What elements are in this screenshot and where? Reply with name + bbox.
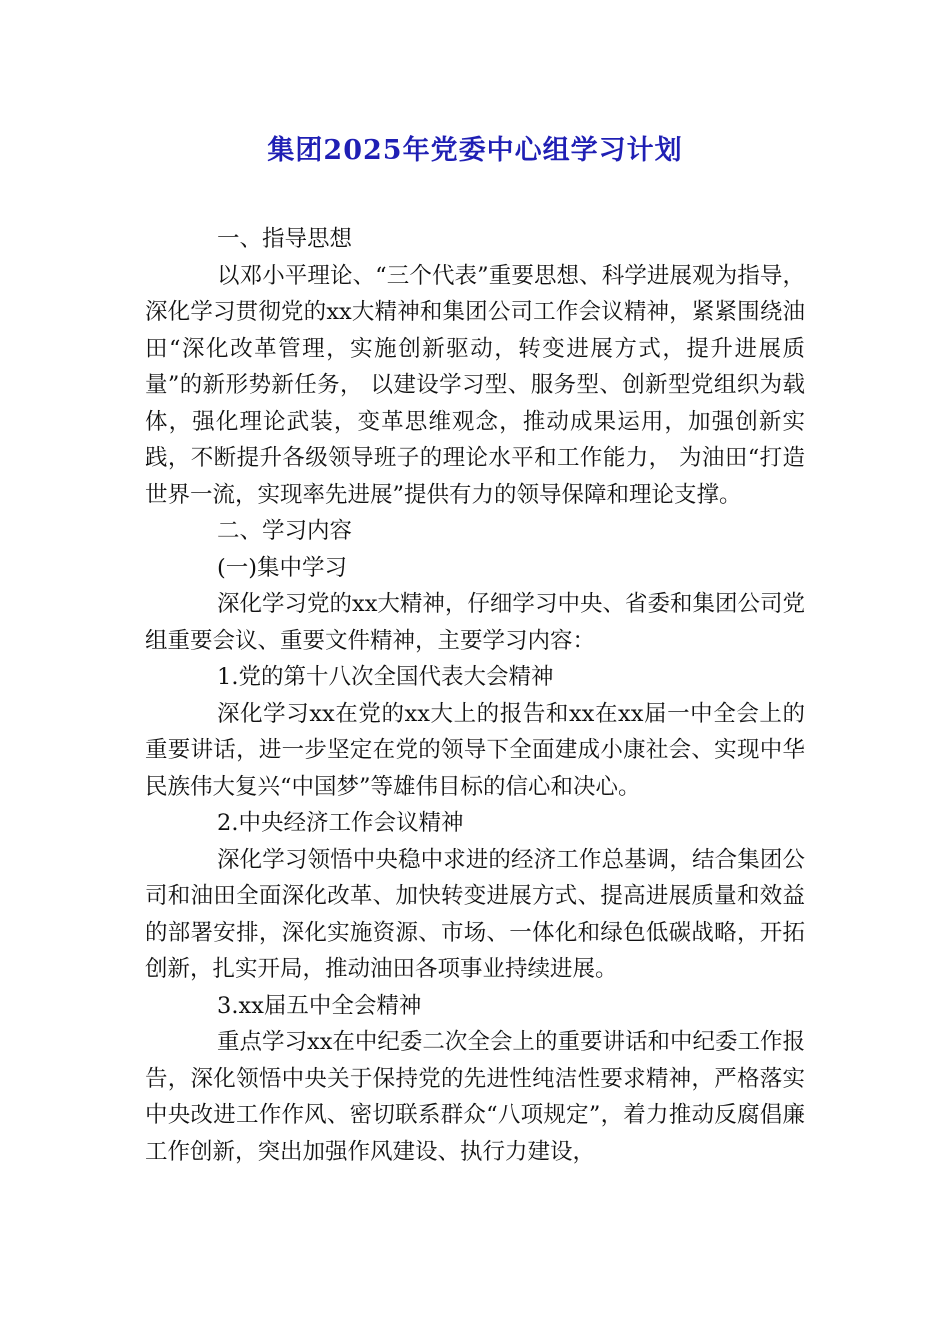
- item-paragraph-1: 深化学习xx在党的xx大上的报告和xx在xx届一中全会上的重要讲话，进一步坚定在党的领导下全面建成小康社会、实现中华民族伟大复兴“中国梦”等雄伟目标的信心和决心。: [145, 700, 805, 800]
- document-title: 集团2025年党委中心组学习计划: [267, 135, 683, 166]
- item-paragraph-2: 深化学习领悟中央稳中求进的经济工作总基调，结合集团公司和油田全面深化改革、加快转变进展方式、提高进展质量和效益的部署安排，深化实施资源、市场、一体化和绿色低碳战略，开拓创新，扎实开局，推动油田各项事业持续进展。: [145, 846, 805, 982]
- document-body: [145, 221, 805, 1170]
- item-heading-3: 3.xx届五中全会精神: [217, 992, 422, 1019]
- heading-guiding-ideology: 一、指导思想: [217, 226, 353, 252]
- item-heading-1: 1.党的第十八次全国代表大会精神: [217, 664, 554, 690]
- heading-study-content: 二、学习内容: [217, 518, 353, 544]
- paragraph-guiding-ideology: 以邓小平理论、“三个代表”重要思想、科学进展观为指导，深化学习贯彻党的xx大精神和集团公司工作会议精神，紧紧围绕油田“深化改革管理，实施创新驱动，转变进展方式，提升进展质量”的新形势新任务， 以建设学习型、服务型、创新型党组织为载体，强化理论武装，变革思维观念，推动成果运用，加强创新实践，不断提升各级领导班子的理论水平和工作能力， 为油田“打造世界一流，实现率先进展”提供有力的领导保障和理论支撑。: [145, 262, 805, 508]
- paragraph-centralized-study: 深化学习党的xx大精神，仔细学习中央、省委和集团公司党组重要会议、重要文件精神，主要学习内容：: [145, 591, 805, 654]
- subheading-centralized-study: (一)集中学习: [217, 554, 348, 581]
- item-paragraph-3: 重点学习xx在中纪委二次全会上的重要讲话和中纪委工作报告，深化领悟中央关于保持党的先进性纯洁性要求精神，严格落实中央改进工作作风、密切联系群众“八项规定”，着力推动反腐倡廉工作创新，突出加强作风建设、执行力建设，: [145, 1029, 805, 1165]
- item-heading-2: 2.中央经济工作会议精神: [217, 810, 464, 836]
